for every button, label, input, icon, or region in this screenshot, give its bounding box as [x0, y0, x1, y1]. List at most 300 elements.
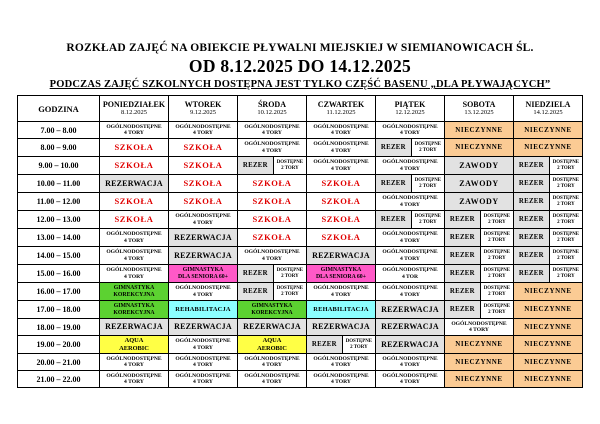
schedule-cell	[100, 371, 169, 388]
schedule-row	[18, 193, 583, 211]
time-slot-label: 9.00 – 10.00	[18, 157, 100, 175]
rezer-part: REZER	[238, 157, 274, 174]
cell-line: 2 TORY	[557, 273, 575, 279]
schedule-cell	[307, 371, 376, 388]
schedule-cell	[100, 247, 169, 265]
cell-line: NIECZYNNE	[524, 374, 572, 383]
cell-line: 4 TORY	[262, 130, 282, 136]
day-date: 13.12.2025	[464, 109, 494, 117]
time-slot-label: 17.00 – 18.00	[18, 301, 100, 319]
cell-line: OGÓLNODOSTĘPNE	[175, 213, 231, 220]
cell-line: OGÓLNODOSTĘPNE	[106, 372, 162, 379]
cell-line: 2 TORY	[419, 219, 437, 225]
cell-line: REZERWACJA	[174, 250, 232, 260]
cell-line: OGÓLNODOSTĘPNE	[313, 159, 369, 166]
dostepne-part	[274, 157, 306, 174]
cell-line: NIECZYNNE	[524, 340, 572, 349]
schedule-cell	[238, 283, 307, 301]
cell-line: 4 TORY	[124, 255, 144, 262]
cell-line: OGÓLNODOSTĘPNE	[175, 355, 231, 362]
cell-line: 4 TORY	[124, 379, 144, 385]
cell-line: 4 TORY	[262, 147, 282, 154]
schedule-row	[18, 247, 583, 265]
day-name: NIEDZIELA	[525, 99, 571, 109]
time-slot-label: 12.00 – 13.00	[18, 211, 100, 229]
cell-line: 4 TORY	[400, 362, 420, 368]
schedule-cell	[376, 139, 445, 157]
dostepne-part	[481, 247, 513, 264]
cell-line: SZKOŁA	[321, 231, 361, 242]
schedule-cell	[307, 139, 376, 157]
cell-line: 2 TORY	[488, 309, 506, 315]
schedule-cell	[100, 122, 169, 139]
rezer-part: REZER	[445, 229, 481, 246]
schedule-cell	[307, 354, 376, 371]
cell-line: OGÓLNODOSTĘPNE	[106, 267, 162, 274]
cell-line: DOSTĘPNE	[552, 177, 580, 183]
schedule-cell	[100, 175, 169, 193]
schedule-cell	[100, 265, 169, 283]
rezer-part: REZER	[514, 175, 550, 192]
schedule-cell	[100, 193, 169, 211]
time-slot-label: 10.00 – 11.00	[18, 175, 100, 193]
schedule-cell	[169, 301, 238, 319]
cell-line: DOSTĘPNE	[276, 267, 304, 273]
schedule-table-head	[18, 96, 583, 122]
cell-line: OGÓLNODOSTĘPNE	[244, 249, 300, 256]
cell-line: SZKOŁA	[252, 231, 292, 242]
time-slot-label: 20.00 – 21.00	[18, 354, 100, 371]
note-subtitle: PODCZAS ZAJĘĆ SZKOLNYCH DOSTĘPNA JEST TYLKO CZĘŚĆ BASENU „DLA PŁYWAJĄCYCH”	[49, 79, 551, 90]
schedule-cell	[514, 175, 583, 193]
header-row	[18, 96, 583, 122]
cell-line: SZKOŁA	[114, 141, 154, 152]
cell-line: 4 TORY	[193, 291, 213, 298]
schedule-cell	[238, 301, 307, 319]
cell-line: OGÓLNODOSTĘPNE	[244, 372, 300, 379]
dostepne-part	[550, 157, 582, 174]
cell-line: REZERWACJA	[381, 339, 439, 349]
cell-line: OGÓLNODOSTĘPNE	[244, 355, 300, 362]
split-cell-wrap	[514, 211, 582, 228]
cell-line: 2 TORY	[281, 165, 299, 171]
schedule-row	[18, 371, 583, 388]
schedule-row	[18, 175, 583, 193]
cell-line: 4 TORY	[331, 165, 351, 172]
rezer-part: REZER	[445, 211, 481, 228]
schedule-cell	[376, 193, 445, 211]
cell-line: AQUA	[262, 337, 282, 345]
schedule-cell	[169, 157, 238, 175]
schedule-cell	[307, 283, 376, 301]
cell-line: OGÓLNODOSTĘPNE	[313, 123, 369, 130]
schedule-cell	[445, 229, 514, 247]
cell-line: OGÓLNODOSTĘPNE	[106, 355, 162, 362]
schedule-cell	[376, 247, 445, 265]
cell-line: REZERWACJA	[174, 322, 232, 332]
schedule-cell	[376, 175, 445, 193]
cell-line: DOSTĘPNE	[483, 303, 511, 309]
split-cell-wrap	[514, 157, 582, 174]
dostepne-part	[550, 229, 582, 246]
schedule-cell	[514, 229, 583, 247]
schedule-cell	[445, 211, 514, 229]
dostepne-part	[481, 265, 513, 282]
cell-line: 2 TORY	[488, 237, 506, 243]
schedule-cell	[514, 336, 583, 354]
schedule-cell	[238, 354, 307, 371]
cell-line: DOSTĘPNE	[552, 249, 580, 255]
time-slot-label: 11.00 – 12.00	[18, 193, 100, 211]
split-cell-wrap	[514, 229, 582, 246]
day-column-header-2	[169, 96, 238, 122]
cell-line: 4 TORY	[400, 130, 420, 136]
schedule-cell	[169, 229, 238, 247]
schedule-cell	[100, 229, 169, 247]
split-cell-wrap	[514, 193, 582, 210]
cell-line: 4 TORY	[193, 130, 213, 136]
schedule-cell	[445, 283, 514, 301]
dostepne-part	[550, 265, 582, 282]
schedule-cell	[100, 139, 169, 157]
cell-line: GIMNASTYKA	[182, 266, 224, 273]
dostepne-part	[481, 301, 513, 318]
schedule-cell	[169, 175, 238, 193]
cell-line: OGÓLNODOSTĘPNE	[313, 141, 369, 148]
split-cell-wrap	[445, 283, 513, 300]
cell-line: 2 TORY	[350, 344, 368, 350]
dostepne-part	[412, 211, 444, 228]
rezer-part: REZER	[376, 139, 412, 156]
cell-line: AQUA	[124, 337, 144, 345]
dostepne-part	[481, 283, 513, 300]
split-cell-wrap	[445, 301, 513, 318]
split-cell-wrap	[445, 265, 513, 282]
schedule-row	[18, 265, 583, 283]
cell-line: 4 TORY	[331, 130, 351, 136]
split-cell-wrap	[445, 211, 513, 228]
schedule-cell	[307, 157, 376, 175]
cell-line: DLA SENIORA 60+	[177, 273, 228, 280]
cell-line: OGÓLNODOSTĘPNE	[313, 372, 369, 379]
cell-line: OGÓLNODOSTĘPNE	[382, 267, 438, 274]
schedule-cell	[238, 371, 307, 388]
cell-line: SZKOŁA	[183, 195, 223, 206]
cell-line: DOSTĘPNE	[552, 231, 580, 237]
cell-line: DOSTĘPNE	[414, 141, 442, 147]
split-cell-wrap	[514, 175, 582, 192]
schedule-cell	[514, 139, 583, 157]
schedule-cell	[514, 247, 583, 265]
time-slot-label: 16.00 – 17.00	[18, 283, 100, 301]
schedule-cell	[169, 265, 238, 283]
cell-line: GIMNASTYKA	[320, 266, 362, 273]
schedule-cell	[445, 354, 514, 371]
schedule-cell	[376, 122, 445, 139]
cell-line: DOSTĘPNE	[483, 249, 511, 255]
cell-line: OGÓLNODOSTĘPNE	[382, 285, 438, 292]
day-date: 14.12.2025	[533, 109, 563, 117]
schedule-table	[17, 95, 583, 388]
time-slot-label: 14.00 – 15.00	[18, 247, 100, 265]
cell-line: SZKOŁA	[252, 213, 292, 224]
schedule-cell	[376, 157, 445, 175]
schedule-cell	[238, 122, 307, 139]
dostepne-part	[550, 211, 582, 228]
schedule-cell	[514, 193, 583, 211]
cell-line: OGÓLNODOSTĘPNE	[382, 159, 438, 166]
cell-line: DOSTĘPNE	[276, 159, 304, 165]
dostepne-part	[550, 247, 582, 264]
dostepne-part	[412, 175, 444, 192]
cell-line: NIECZYNNE	[455, 357, 503, 366]
cell-line: OGÓLNODOSTĘPNE	[175, 372, 231, 379]
schedule-cell	[376, 336, 445, 354]
cell-line: REZERWACJA	[381, 322, 439, 332]
cell-line: NIECZYNNE	[524, 125, 572, 134]
schedule-cell	[514, 319, 583, 336]
day-name: PIĄTEK	[394, 99, 426, 109]
rezer-part: REZER	[376, 175, 412, 192]
schedule-cell	[238, 336, 307, 354]
cell-line: OGÓLNODOSTĘPNE	[382, 355, 438, 362]
schedule-row	[18, 229, 583, 247]
schedule-cell	[514, 122, 583, 139]
cell-line: 4 TORY	[400, 237, 420, 244]
cell-line: 4 TORY	[193, 344, 213, 351]
split-cell-wrap	[238, 283, 306, 300]
cell-line: SZKOŁA	[114, 159, 154, 170]
rezer-part: REZER	[445, 301, 481, 318]
schedule-cell	[376, 265, 445, 283]
schedule-cell	[307, 122, 376, 139]
schedule-cell	[238, 175, 307, 193]
cell-line: REZERWACJA	[312, 322, 370, 332]
cell-line: DOSTĘPNE	[345, 338, 373, 344]
rezer-part: REZER	[376, 211, 412, 228]
schedule-cell	[514, 265, 583, 283]
cell-line: 2 TORY	[488, 273, 506, 279]
cell-line: OGÓLNODOSTĘPNE	[451, 320, 507, 327]
hour-column-header: GODZINA	[18, 96, 100, 122]
cell-line: DOSTĘPNE	[552, 267, 580, 273]
schedule-cell	[307, 336, 376, 354]
cell-line: DLA SENIORA 60+	[315, 273, 366, 280]
schedule-cell	[307, 175, 376, 193]
cell-line: NIECZYNNE	[524, 357, 572, 366]
cell-line: ZAWODY	[459, 178, 499, 188]
rezer-part: REZER	[514, 211, 550, 228]
dostepne-part	[274, 265, 306, 282]
cell-line: 4 TORY	[331, 291, 351, 298]
cell-line: NIECZYNNE	[455, 374, 503, 383]
schedule-cell	[376, 283, 445, 301]
cell-line: 4 TORY	[400, 165, 420, 172]
cell-line: 2 TORY	[557, 165, 575, 171]
cell-line: 2 TORY	[557, 255, 575, 261]
cell-line: SZKOŁA	[114, 195, 154, 206]
schedule-cell	[169, 336, 238, 354]
schedule-cell	[238, 211, 307, 229]
schedule-cell	[307, 301, 376, 319]
schedule-cell	[514, 283, 583, 301]
rezer-part: REZER	[238, 283, 274, 300]
cell-line: DOSTĘPNE	[552, 213, 580, 219]
schedule-cell	[100, 211, 169, 229]
cell-line: SZKOŁA	[321, 213, 361, 224]
cell-line: 2 TORY	[557, 219, 575, 225]
cell-line: 2 TORY	[281, 291, 299, 297]
day-name: WTOREK	[184, 99, 222, 109]
cell-line: 2 TORY	[419, 183, 437, 189]
cell-line: 4 TORY	[193, 379, 213, 385]
dostepne-part	[481, 211, 513, 228]
split-cell-wrap	[514, 265, 582, 282]
schedule-cell	[238, 229, 307, 247]
cell-line: REHABILITACJA	[175, 305, 231, 313]
schedule-cell	[100, 336, 169, 354]
cell-line: REZERWACJA	[243, 322, 301, 332]
schedule-cell	[376, 301, 445, 319]
rezer-part: REZER	[514, 247, 550, 264]
cell-line: GIMNASTYKA	[251, 302, 293, 309]
cell-line: 2 TORY	[281, 273, 299, 279]
cell-line: NIECZYNNE	[455, 340, 503, 349]
schedule-cell	[445, 265, 514, 283]
cell-line: 2 TORY	[488, 219, 506, 225]
split-cell-wrap	[514, 247, 582, 264]
schedule-cell	[100, 354, 169, 371]
split-cell-wrap	[376, 175, 444, 192]
dostepne-part	[550, 175, 582, 192]
cell-line: 4 TORY	[262, 379, 282, 385]
schedule-cell	[307, 229, 376, 247]
cell-line: KOREKCYJNA	[113, 291, 155, 298]
cell-line: SZKOŁA	[252, 195, 292, 206]
cell-line: NIECZYNNE	[455, 143, 503, 152]
cell-line: 2 TORY	[557, 237, 575, 243]
cell-line: DOSTĘPNE	[414, 177, 442, 183]
cell-line: OGÓLNODOSTĘPNE	[106, 123, 162, 130]
day-column-header-7	[514, 96, 583, 122]
split-cell-wrap	[376, 139, 444, 156]
schedule-cell	[100, 301, 169, 319]
schedule-cell	[307, 265, 376, 283]
schedule-row	[18, 336, 583, 354]
day-column-header-1	[100, 96, 169, 122]
cell-line: REZERWACJA	[312, 250, 370, 260]
schedule-cell	[307, 193, 376, 211]
cell-line: KOREKCYJNA	[251, 309, 293, 316]
schedule-cell	[445, 247, 514, 265]
schedule-cell	[238, 157, 307, 175]
schedule-cell	[238, 139, 307, 157]
schedule-cell	[169, 283, 238, 301]
schedule-cell	[169, 211, 238, 229]
dostepne-part	[343, 336, 375, 353]
cell-line: OGÓLNODOSTĘPNE	[175, 123, 231, 130]
day-column-header-6	[445, 96, 514, 122]
cell-line: OGÓLNODOSTĘPNE	[175, 285, 231, 292]
cell-line: 4 TORY	[400, 255, 420, 262]
time-slot-label: 13.00 – 14.00	[18, 229, 100, 247]
schedule-cell	[238, 319, 307, 336]
day-name: PONIEDZIAŁEK	[102, 99, 166, 109]
cell-line: 4 TORY	[331, 379, 351, 385]
rezer-part: REZER	[514, 193, 550, 210]
cell-line: AEROBIC	[257, 344, 287, 352]
time-slot-label: 18.00 – 19.00	[18, 319, 100, 336]
cell-line: OGÓLNODOSTĘPNE	[244, 141, 300, 148]
cell-line: SZKOŁA	[321, 195, 361, 206]
cell-line: NIECZYNNE	[524, 322, 572, 331]
cell-line: ZAWODY	[459, 160, 499, 170]
schedule-row	[18, 283, 583, 301]
schedule-cell	[445, 139, 514, 157]
cell-line: DOSTĘPNE	[414, 213, 442, 219]
rezer-part: REZER	[307, 336, 343, 353]
schedule-cell	[514, 301, 583, 319]
schedule-cell	[169, 354, 238, 371]
dostepne-part	[412, 139, 444, 156]
schedule-cell	[238, 193, 307, 211]
cell-line: AEROBIC	[119, 344, 149, 352]
cell-line: 4 TORY	[331, 362, 351, 368]
cell-line: DOSTĘPNE	[276, 285, 304, 291]
schedule-cell	[307, 319, 376, 336]
rezer-part: REZER	[514, 157, 550, 174]
cell-line: OGÓLNODOSTĘPNE	[382, 372, 438, 379]
day-date: 11.12.2025	[326, 109, 356, 117]
cell-line: SZKOŁA	[183, 141, 223, 152]
schedule-cell	[445, 193, 514, 211]
page-title: ROZKŁAD ZAJĘĆ NA OBIEKCIE PŁYWALNI MIEJSKIEJ W SIEMIANOWICACH ŚL.	[66, 42, 534, 54]
schedule-row	[18, 157, 583, 175]
schedule-row	[18, 139, 583, 157]
cell-line: 2 TORY	[557, 201, 575, 207]
day-name: SOBOTA	[462, 99, 496, 109]
cell-line: 4 TORY	[469, 327, 489, 333]
cell-line: DOSTĘPNE	[552, 195, 580, 201]
cell-line: DOSTĘPNE	[483, 285, 511, 291]
schedule-row	[18, 122, 583, 139]
time-slot-label: 7.00 – 8.00	[18, 122, 100, 139]
schedule-cell	[376, 229, 445, 247]
cell-line: SZKOŁA	[321, 177, 361, 188]
cell-line: 4 TORY	[400, 201, 420, 208]
cell-line: OGÓLNODOSTĘPNE	[382, 123, 438, 130]
day-date: 9.12.2025	[190, 109, 216, 117]
rezer-part: REZER	[514, 265, 550, 282]
day-date: 12.12.2025	[395, 109, 425, 117]
cell-line: GIMNASTYKA	[113, 302, 155, 309]
schedule-cell	[100, 283, 169, 301]
schedule-cell	[376, 371, 445, 388]
day-column-header-5	[376, 96, 445, 122]
schedule-cell	[376, 211, 445, 229]
cell-line: OGÓLNODOSTĘPNE	[382, 249, 438, 256]
schedule-cell	[514, 354, 583, 371]
cell-line: DOSTĘPNE	[483, 213, 511, 219]
cell-line: SZKOŁA	[183, 159, 223, 170]
cell-line: NIECZYNNE	[524, 287, 572, 296]
cell-line: OGÓLNODOSTĘPNE	[382, 231, 438, 238]
rezer-part: REZER	[514, 229, 550, 246]
schedule-cell	[445, 371, 514, 388]
cell-line: KOREKCYJNA	[113, 309, 155, 316]
split-cell-wrap	[238, 265, 306, 282]
cell-line: 2 TORY	[419, 147, 437, 153]
